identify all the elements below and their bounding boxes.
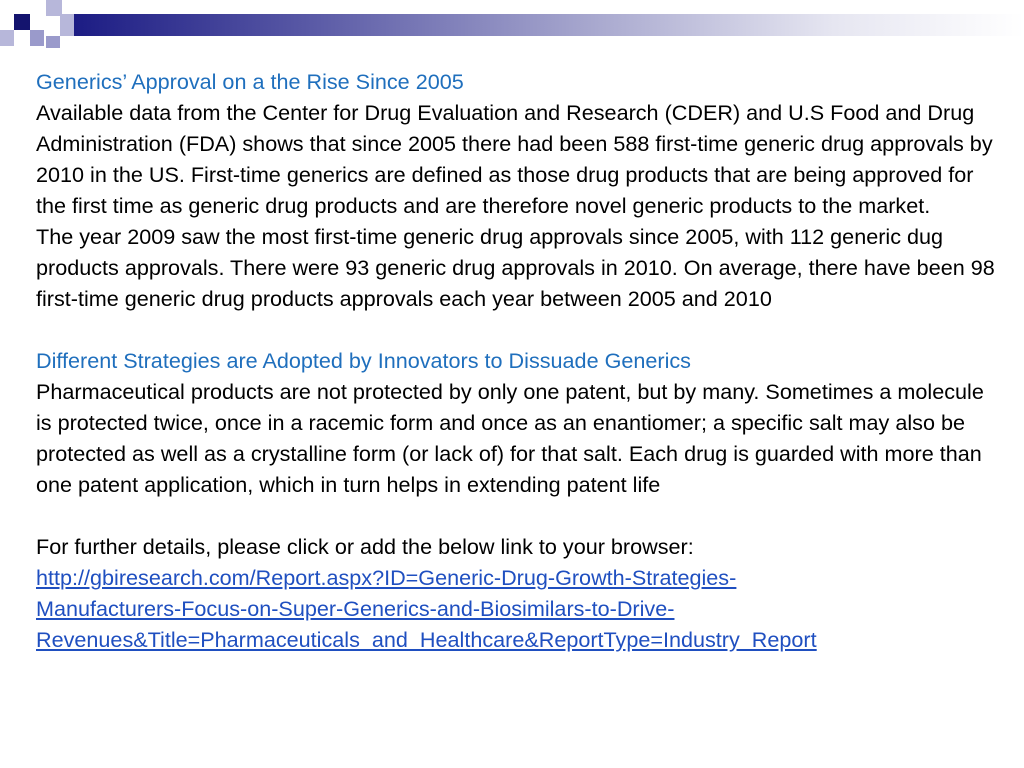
- paragraph-patents: Pharmaceutical products are not protected by only one patent, but by many. Sometimes a molecule is protected twice, once in a racemic form and once as an enantiomer; a specific salt may also be protected as well as a crystalline form (or lack of) for that salt. Each drug is guarded with more than one patent application, which in turn helps in extending patent life: [36, 379, 984, 497]
- spacer: [36, 500, 996, 531]
- slide-content: [36, 66, 996, 655]
- header-square-navy: [14, 14, 30, 30]
- section-heading-generics-approval: Generics’ Approval on a the Rise Since 2005: [36, 69, 464, 94]
- header-square-lavender-bottom: [46, 36, 60, 48]
- header-square-lavender-right: [60, 14, 74, 36]
- paragraph-2009-approvals: The year 2009 saw the most first-time generic drug approvals since 2005, with 112 generic dug products approvals. There were 93 generic drug approvals in 2010. On average, there have been 98 first-time generic drug products approvals each year between 2005 and 2010: [36, 224, 995, 311]
- header-square-lavender-mid: [30, 30, 44, 46]
- report-link-line-1[interactable]: http://gbiresearch.com/Report.aspx?ID=Generic-Drug-Growth-Strategies-: [36, 565, 737, 590]
- header-square-lavender-left: [0, 30, 14, 46]
- section-heading-strategies: Different Strategies are Adopted by Innovators to Dissuade Generics: [36, 348, 691, 373]
- header-gradient-band: [74, 14, 1024, 36]
- further-details-intro: For further details, please click or add the below link to your browser:: [36, 534, 694, 559]
- paragraph-cder-data: Available data from the Center for Drug Evaluation and Research (CDER) and U.S Food and Drug Administration (FDA) shows that since 2005 there had been 588 first-time generic drug approvals by 2010 in the US. First-time generics are defined as those drug products that are being approved for the first time as generic drug products and are therefore novel generic products to the market.: [36, 100, 993, 218]
- report-link-line-3[interactable]: Revenues&Title=Pharmaceuticals_and_Healthcare&ReportType=Industry_Report: [36, 627, 817, 652]
- report-link-line-2[interactable]: Manufacturers-Focus-on-Super-Generics-and-Biosimilars-to-Drive-: [36, 596, 675, 621]
- report-link[interactable]: [36, 562, 996, 655]
- spacer: [36, 314, 996, 345]
